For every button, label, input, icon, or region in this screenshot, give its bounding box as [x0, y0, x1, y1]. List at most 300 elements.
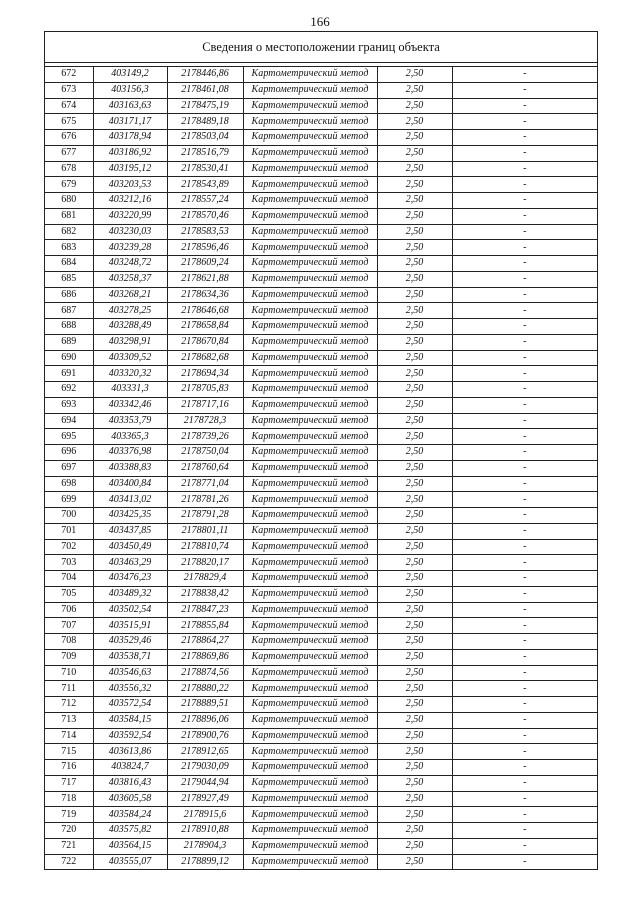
method-cell: Картометрический метод	[243, 334, 377, 350]
accuracy-cell: 2,50	[377, 586, 452, 602]
x-coordinate-cell: 403149,2	[93, 67, 167, 82]
x-coordinate-cell: 403538,71	[93, 649, 167, 665]
y-coordinate-cell: 2178728,3	[167, 413, 243, 429]
y-coordinate-cell: 2178864,27	[167, 634, 243, 650]
y-coordinate-cell: 2178838,42	[167, 586, 243, 602]
y-coordinate-cell: 2178705,83	[167, 382, 243, 398]
description-cell: -	[452, 539, 597, 555]
description-cell: -	[452, 571, 597, 587]
x-coordinate-cell: 403824,7	[93, 760, 167, 776]
boundary-table-frame	[44, 31, 598, 870]
x-coordinate-cell: 403178,94	[93, 130, 167, 146]
y-coordinate-cell: 2178516,79	[167, 145, 243, 161]
accuracy-cell: 2,50	[377, 823, 452, 839]
description-cell: -	[452, 366, 597, 382]
table-row	[45, 240, 597, 256]
accuracy-cell: 2,50	[377, 665, 452, 681]
description-cell: -	[452, 712, 597, 728]
point-number-cell: 689	[45, 334, 93, 350]
method-cell: Картометрический метод	[243, 571, 377, 587]
table-row	[45, 271, 597, 287]
y-coordinate-cell: 2178900,76	[167, 728, 243, 744]
y-coordinate-cell: 2178503,04	[167, 130, 243, 146]
point-number-cell: 683	[45, 240, 93, 256]
point-number-cell: 717	[45, 775, 93, 791]
x-coordinate-cell: 403171,17	[93, 114, 167, 130]
method-cell: Картометрический метод	[243, 586, 377, 602]
method-cell: Картометрический метод	[243, 854, 377, 869]
x-coordinate-cell: 403575,82	[93, 823, 167, 839]
table-row	[45, 602, 597, 618]
accuracy-cell: 2,50	[377, 177, 452, 193]
point-number-cell: 721	[45, 838, 93, 854]
method-cell: Картометрический метод	[243, 476, 377, 492]
description-cell: -	[452, 413, 597, 429]
method-cell: Картометрический метод	[243, 539, 377, 555]
point-number-cell: 688	[45, 319, 93, 335]
table-row	[45, 523, 597, 539]
y-coordinate-cell: 2178609,24	[167, 256, 243, 272]
x-coordinate-cell: 403463,29	[93, 555, 167, 571]
point-number-cell: 672	[45, 67, 93, 82]
method-cell: Картометрический метод	[243, 823, 377, 839]
y-coordinate-cell: 2179030,09	[167, 760, 243, 776]
accuracy-cell: 2,50	[377, 508, 452, 524]
point-number-cell: 700	[45, 508, 93, 524]
table-row	[45, 98, 597, 114]
x-coordinate-cell: 403555,07	[93, 854, 167, 869]
x-coordinate-cell: 403353,79	[93, 413, 167, 429]
description-cell: -	[452, 618, 597, 634]
x-coordinate-cell: 403288,49	[93, 319, 167, 335]
method-cell: Картометрический метод	[243, 791, 377, 807]
method-cell: Картометрический метод	[243, 618, 377, 634]
y-coordinate-cell: 2178694,34	[167, 366, 243, 382]
accuracy-cell: 2,50	[377, 775, 452, 791]
point-number-cell: 713	[45, 712, 93, 728]
table-row	[45, 712, 597, 728]
accuracy-cell: 2,50	[377, 98, 452, 114]
description-cell: -	[452, 271, 597, 287]
method-cell: Картометрический метод	[243, 177, 377, 193]
description-cell: -	[452, 523, 597, 539]
accuracy-cell: 2,50	[377, 334, 452, 350]
method-cell: Картометрический метод	[243, 649, 377, 665]
description-cell: -	[452, 460, 597, 476]
description-cell: -	[452, 555, 597, 571]
x-coordinate-cell: 403365,3	[93, 429, 167, 445]
method-cell: Картометрический метод	[243, 413, 377, 429]
method-cell: Картометрический метод	[243, 161, 377, 177]
accuracy-cell: 2,50	[377, 240, 452, 256]
point-number-cell: 716	[45, 760, 93, 776]
point-number-cell: 720	[45, 823, 93, 839]
method-cell: Картометрический метод	[243, 67, 377, 82]
x-coordinate-cell: 403502,54	[93, 602, 167, 618]
table-row	[45, 445, 597, 461]
y-coordinate-cell: 2178910,88	[167, 823, 243, 839]
table-row	[45, 508, 597, 524]
description-cell: -	[452, 807, 597, 823]
y-coordinate-cell: 2178682,68	[167, 350, 243, 366]
accuracy-cell: 2,50	[377, 350, 452, 366]
y-coordinate-cell: 2178583,53	[167, 224, 243, 240]
method-cell: Картометрический метод	[243, 445, 377, 461]
x-coordinate-cell: 403425,35	[93, 508, 167, 524]
description-cell: -	[452, 240, 597, 256]
y-coordinate-cell: 2178717,16	[167, 397, 243, 413]
x-coordinate-cell: 403489,32	[93, 586, 167, 602]
method-cell: Картометрический метод	[243, 555, 377, 571]
accuracy-cell: 2,50	[377, 618, 452, 634]
point-number-cell: 690	[45, 350, 93, 366]
method-cell: Картометрический метод	[243, 271, 377, 287]
table-row	[45, 350, 597, 366]
y-coordinate-cell: 2178570,46	[167, 208, 243, 224]
description-cell: -	[452, 224, 597, 240]
table-row	[45, 492, 597, 508]
description-cell: -	[452, 382, 597, 398]
table-row	[45, 208, 597, 224]
y-coordinate-cell: 2178801,11	[167, 523, 243, 539]
table-row	[45, 555, 597, 571]
table-row	[45, 744, 597, 760]
description-cell: -	[452, 429, 597, 445]
table-row	[45, 665, 597, 681]
coordinates-table-body	[45, 67, 597, 869]
description-cell: -	[452, 67, 597, 82]
x-coordinate-cell: 403437,85	[93, 523, 167, 539]
method-cell: Картометрический метод	[243, 838, 377, 854]
accuracy-cell: 2,50	[377, 271, 452, 287]
description-cell: -	[452, 508, 597, 524]
description-cell: -	[452, 665, 597, 681]
accuracy-cell: 2,50	[377, 791, 452, 807]
accuracy-cell: 2,50	[377, 130, 452, 146]
x-coordinate-cell: 403248,72	[93, 256, 167, 272]
accuracy-cell: 2,50	[377, 539, 452, 555]
x-coordinate-cell: 403230,03	[93, 224, 167, 240]
point-number-cell: 698	[45, 476, 93, 492]
y-coordinate-cell: 2178847,23	[167, 602, 243, 618]
table-row	[45, 319, 597, 335]
table-row	[45, 649, 597, 665]
accuracy-cell: 2,50	[377, 681, 452, 697]
x-coordinate-cell: 403186,92	[93, 145, 167, 161]
point-number-cell: 706	[45, 602, 93, 618]
accuracy-cell: 2,50	[377, 366, 452, 382]
method-cell: Картометрический метод	[243, 712, 377, 728]
y-coordinate-cell: 2178475,19	[167, 98, 243, 114]
point-number-cell: 708	[45, 634, 93, 650]
table-row	[45, 460, 597, 476]
table-row	[45, 397, 597, 413]
description-cell: -	[452, 334, 597, 350]
table-row	[45, 476, 597, 492]
y-coordinate-cell: 2178489,18	[167, 114, 243, 130]
accuracy-cell: 2,50	[377, 445, 452, 461]
table-row	[45, 586, 597, 602]
accuracy-cell: 2,50	[377, 413, 452, 429]
x-coordinate-cell: 403220,99	[93, 208, 167, 224]
method-cell: Картометрический метод	[243, 193, 377, 209]
x-coordinate-cell: 403605,58	[93, 791, 167, 807]
y-coordinate-cell: 2178634,36	[167, 287, 243, 303]
y-coordinate-cell: 2178739,26	[167, 429, 243, 445]
x-coordinate-cell: 403268,21	[93, 287, 167, 303]
point-number-cell: 675	[45, 114, 93, 130]
y-coordinate-cell: 2178820,17	[167, 555, 243, 571]
accuracy-cell: 2,50	[377, 602, 452, 618]
method-cell: Картометрический метод	[243, 681, 377, 697]
method-cell: Картометрический метод	[243, 508, 377, 524]
y-coordinate-cell: 2178461,08	[167, 82, 243, 98]
x-coordinate-cell: 403258,37	[93, 271, 167, 287]
method-cell: Картометрический метод	[243, 523, 377, 539]
method-cell: Картометрический метод	[243, 744, 377, 760]
accuracy-cell: 2,50	[377, 161, 452, 177]
method-cell: Картометрический метод	[243, 130, 377, 146]
description-cell: -	[452, 303, 597, 319]
y-coordinate-cell: 2178750,04	[167, 445, 243, 461]
section-title: Сведения о местоположении границ объекта	[45, 32, 597, 63]
method-cell: Картометрический метод	[243, 145, 377, 161]
y-coordinate-cell: 2178596,46	[167, 240, 243, 256]
method-cell: Картометрический метод	[243, 602, 377, 618]
accuracy-cell: 2,50	[377, 523, 452, 539]
table-row	[45, 177, 597, 193]
point-number-cell: 687	[45, 303, 93, 319]
table-row	[45, 382, 597, 398]
method-cell: Картометрический метод	[243, 429, 377, 445]
y-coordinate-cell: 2178781,26	[167, 492, 243, 508]
accuracy-cell: 2,50	[377, 492, 452, 508]
x-coordinate-cell: 403400,84	[93, 476, 167, 492]
description-cell: -	[452, 492, 597, 508]
accuracy-cell: 2,50	[377, 145, 452, 161]
description-cell: -	[452, 728, 597, 744]
description-cell: -	[452, 681, 597, 697]
accuracy-cell: 2,50	[377, 397, 452, 413]
x-coordinate-cell: 403816,43	[93, 775, 167, 791]
x-coordinate-cell: 403592,54	[93, 728, 167, 744]
accuracy-cell: 2,50	[377, 208, 452, 224]
point-number-cell: 682	[45, 224, 93, 240]
accuracy-cell: 2,50	[377, 224, 452, 240]
point-number-cell: 712	[45, 697, 93, 713]
coordinates-table	[45, 67, 597, 869]
description-cell: -	[452, 744, 597, 760]
x-coordinate-cell: 403529,46	[93, 634, 167, 650]
x-coordinate-cell: 403613,86	[93, 744, 167, 760]
description-cell: -	[452, 319, 597, 335]
point-number-cell: 699	[45, 492, 93, 508]
point-number-cell: 693	[45, 397, 93, 413]
table-row	[45, 67, 597, 82]
description-cell: -	[452, 114, 597, 130]
y-coordinate-cell: 2178658,84	[167, 319, 243, 335]
accuracy-cell: 2,50	[377, 728, 452, 744]
y-coordinate-cell: 2178915,6	[167, 807, 243, 823]
point-number-cell: 676	[45, 130, 93, 146]
y-coordinate-cell: 2178530,41	[167, 161, 243, 177]
table-row	[45, 697, 597, 713]
x-coordinate-cell: 403239,28	[93, 240, 167, 256]
description-cell: -	[452, 177, 597, 193]
method-cell: Картометрический метод	[243, 634, 377, 650]
table-row	[45, 256, 597, 272]
description-cell: -	[452, 208, 597, 224]
y-coordinate-cell: 2178927,49	[167, 791, 243, 807]
y-coordinate-cell: 2178899,12	[167, 854, 243, 869]
description-cell: -	[452, 823, 597, 839]
x-coordinate-cell: 403320,32	[93, 366, 167, 382]
y-coordinate-cell: 2178869,86	[167, 649, 243, 665]
accuracy-cell: 2,50	[377, 712, 452, 728]
table-row	[45, 82, 597, 98]
description-cell: -	[452, 791, 597, 807]
point-number-cell: 707	[45, 618, 93, 634]
point-number-cell: 701	[45, 523, 93, 539]
y-coordinate-cell: 2178874,56	[167, 665, 243, 681]
method-cell: Картометрический метод	[243, 697, 377, 713]
table-row	[45, 807, 597, 823]
y-coordinate-cell: 2178829,4	[167, 571, 243, 587]
point-number-cell: 704	[45, 571, 93, 587]
x-coordinate-cell: 403342,46	[93, 397, 167, 413]
page-number: 166	[310, 14, 330, 29]
accuracy-cell: 2,50	[377, 838, 452, 854]
table-row	[45, 161, 597, 177]
point-number-cell: 695	[45, 429, 93, 445]
table-row	[45, 224, 597, 240]
accuracy-cell: 2,50	[377, 460, 452, 476]
y-coordinate-cell: 2178896,06	[167, 712, 243, 728]
description-cell: -	[452, 476, 597, 492]
point-number-cell: 694	[45, 413, 93, 429]
accuracy-cell: 2,50	[377, 854, 452, 869]
table-row	[45, 791, 597, 807]
description-cell: -	[452, 287, 597, 303]
table-row	[45, 681, 597, 697]
point-number-cell: 686	[45, 287, 93, 303]
description-cell: -	[452, 775, 597, 791]
table-row	[45, 571, 597, 587]
method-cell: Картометрический метод	[243, 287, 377, 303]
y-coordinate-cell: 2178889,51	[167, 697, 243, 713]
x-coordinate-cell: 403331,3	[93, 382, 167, 398]
table-row	[45, 728, 597, 744]
accuracy-cell: 2,50	[377, 82, 452, 98]
method-cell: Картометрический метод	[243, 366, 377, 382]
method-cell: Картометрический метод	[243, 82, 377, 98]
point-number-cell: 681	[45, 208, 93, 224]
y-coordinate-cell: 2178670,84	[167, 334, 243, 350]
x-coordinate-cell: 403515,91	[93, 618, 167, 634]
description-cell: -	[452, 397, 597, 413]
method-cell: Картометрический метод	[243, 208, 377, 224]
table-row	[45, 303, 597, 319]
method-cell: Картометрический метод	[243, 807, 377, 823]
description-cell: -	[452, 98, 597, 114]
point-number-cell: 692	[45, 382, 93, 398]
point-number-cell: 684	[45, 256, 93, 272]
method-cell: Картометрический метод	[243, 460, 377, 476]
method-cell: Картометрический метод	[243, 775, 377, 791]
method-cell: Картометрический метод	[243, 224, 377, 240]
y-coordinate-cell: 2178904,3	[167, 838, 243, 854]
description-cell: -	[452, 602, 597, 618]
point-number-cell: 677	[45, 145, 93, 161]
point-number-cell: 697	[45, 460, 93, 476]
accuracy-cell: 2,50	[377, 649, 452, 665]
point-number-cell: 703	[45, 555, 93, 571]
description-cell: -	[452, 445, 597, 461]
table-row	[45, 429, 597, 445]
method-cell: Картометрический метод	[243, 319, 377, 335]
accuracy-cell: 2,50	[377, 571, 452, 587]
description-cell: -	[452, 838, 597, 854]
description-cell: -	[452, 634, 597, 650]
table-row	[45, 145, 597, 161]
point-number-cell: 674	[45, 98, 93, 114]
y-coordinate-cell: 2178791,28	[167, 508, 243, 524]
point-number-cell: 702	[45, 539, 93, 555]
x-coordinate-cell: 403413,02	[93, 492, 167, 508]
description-cell: -	[452, 854, 597, 869]
point-number-cell: 678	[45, 161, 93, 177]
method-cell: Картометрический метод	[243, 728, 377, 744]
description-cell: -	[452, 586, 597, 602]
accuracy-cell: 2,50	[377, 287, 452, 303]
x-coordinate-cell: 403278,25	[93, 303, 167, 319]
point-number-cell: 711	[45, 681, 93, 697]
accuracy-cell: 2,50	[377, 744, 452, 760]
description-cell: -	[452, 649, 597, 665]
method-cell: Картометрический метод	[243, 240, 377, 256]
table-row	[45, 634, 597, 650]
point-number-cell: 718	[45, 791, 93, 807]
x-coordinate-cell: 403584,15	[93, 712, 167, 728]
accuracy-cell: 2,50	[377, 67, 452, 82]
accuracy-cell: 2,50	[377, 114, 452, 130]
point-number-cell: 719	[45, 807, 93, 823]
method-cell: Картометрический метод	[243, 760, 377, 776]
point-number-cell: 696	[45, 445, 93, 461]
point-number-cell: 679	[45, 177, 93, 193]
description-cell: -	[452, 193, 597, 209]
point-number-cell: 680	[45, 193, 93, 209]
table-row	[45, 854, 597, 869]
y-coordinate-cell: 2178855,84	[167, 618, 243, 634]
table-row	[45, 823, 597, 839]
point-number-cell: 673	[45, 82, 93, 98]
x-coordinate-cell: 403212,16	[93, 193, 167, 209]
accuracy-cell: 2,50	[377, 193, 452, 209]
x-coordinate-cell: 403584,24	[93, 807, 167, 823]
x-coordinate-cell: 403203,53	[93, 177, 167, 193]
point-number-cell: 709	[45, 649, 93, 665]
point-number-cell: 691	[45, 366, 93, 382]
table-row	[45, 287, 597, 303]
point-number-cell: 705	[45, 586, 93, 602]
description-cell: -	[452, 760, 597, 776]
table-row	[45, 775, 597, 791]
y-coordinate-cell: 2178446,86	[167, 67, 243, 82]
method-cell: Картометрический метод	[243, 303, 377, 319]
table-row	[45, 130, 597, 146]
x-coordinate-cell: 403298,91	[93, 334, 167, 350]
